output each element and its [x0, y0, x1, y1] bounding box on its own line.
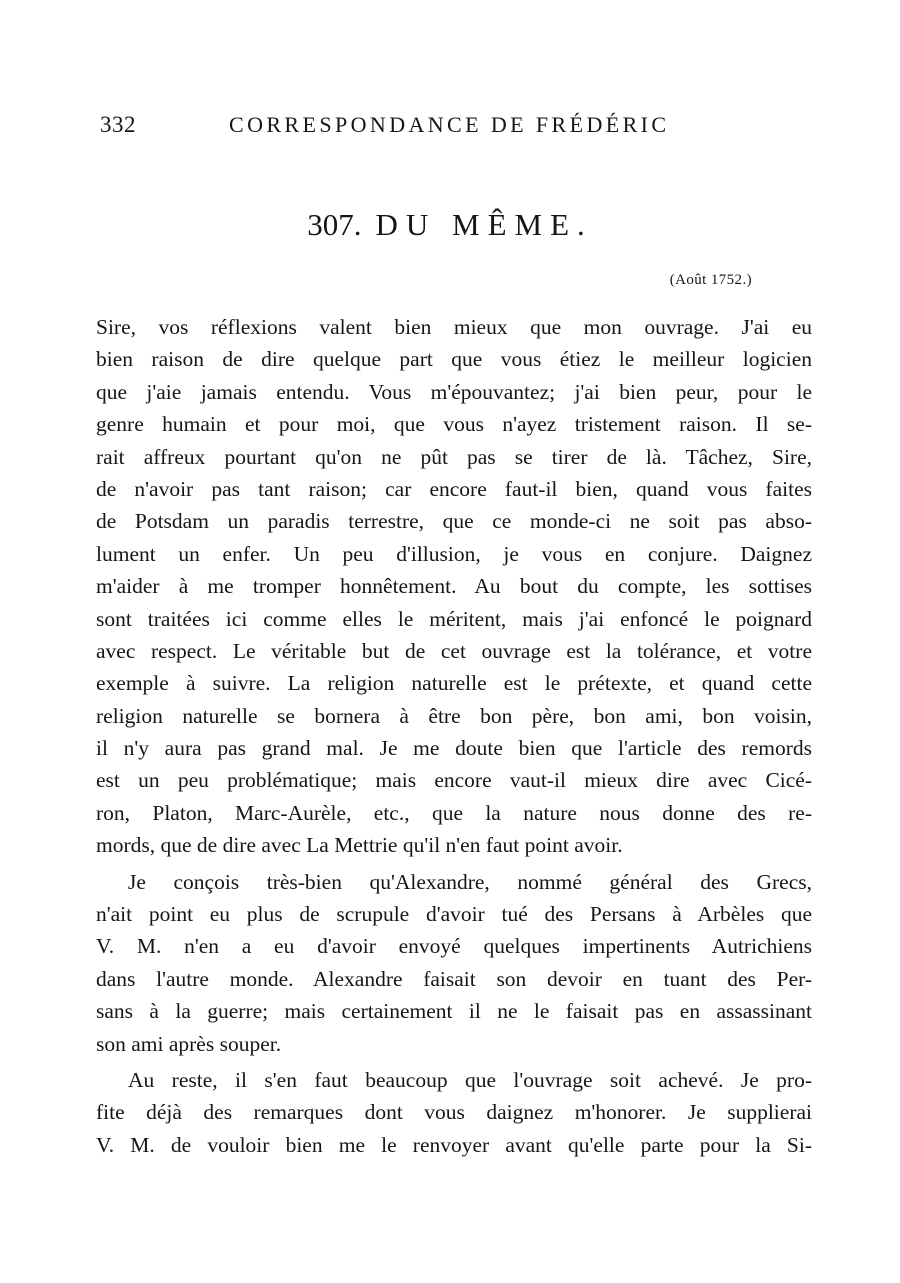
letter-body — [96, 311, 812, 1161]
paragraph — [96, 311, 812, 862]
text-line: lument un enfer. Un peu d'illusion, je vous en conjure. Daignez — [96, 541, 812, 566]
text-line: V. M. n'en a eu d'avoir envoyé quelques impertinents Autrichiens — [96, 934, 812, 959]
text-line: dans l'autre monde. Alexandre faisait son devoir en tuant des Per- — [96, 966, 812, 991]
text-line: n'ait point eu plus de scrupule d'avoir tué des Persans à Arbèles que — [96, 902, 812, 927]
page-number: 332 — [100, 112, 136, 137]
text-line: fite déjà des remarques dont vous daignez m'honorer. Je supplierai — [96, 1100, 812, 1125]
text-line: ron, Platon, Marc-Aurèle, etc., que la nature nous donne des re- — [96, 800, 812, 825]
letter-date: (Août 1752.) — [669, 272, 752, 288]
text-line: que j'aie jamais entendu. Vous m'épouvantez; j'ai bien peur, pour le — [96, 379, 812, 404]
letter-title: DU MÊME. — [375, 207, 593, 242]
text-line: bien raison de dire quelque part que vous étiez le meilleur logicien — [96, 347, 812, 372]
text-line: avec respect. Le véritable but de cet ouvrage est la tolérance, et votre — [96, 638, 812, 663]
text-line: Au reste, il s'en faut beaucoup que l'ouvrage soit achevé. Je pro- — [128, 1067, 812, 1092]
text-line: de n'avoir pas tant raison; car encore faut-il bien, quand vous faites — [96, 476, 812, 501]
running-head — [100, 112, 700, 142]
text-line: sont traitées ici comme elles le méritent, mais j'ai enfoncé le poignard — [96, 606, 812, 631]
text-line: m'aider à me tromper honnêtement. Au bout du compte, les sottises — [96, 574, 812, 599]
paragraph — [96, 1064, 812, 1161]
letter-number: 307. — [307, 207, 362, 242]
text-line: est un peu problématique; mais encore vaut-il mieux dire avec Cicé- — [96, 768, 812, 793]
text-line: exemple à suivre. La religion naturelle est le prétexte, et quand cette — [96, 671, 812, 696]
text-line: Je conçois très-bien qu'Alexandre, nommé général des Grecs, — [128, 869, 812, 894]
text-line: religion naturelle se bornera à être bon père, bon ami, bon voisin, — [96, 703, 812, 728]
text-line: V. M. de vouloir bien me le renvoyer avant qu'elle parte pour la Si- — [96, 1132, 812, 1157]
paragraph — [96, 866, 812, 1060]
text-line: mords, que de dire avec La Mettrie qu'il n'en faut point avoir. — [96, 833, 623, 858]
text-line: son ami après souper. — [96, 1031, 282, 1056]
running-title: CORRESPONDANCE DE FRÉDÉRIC — [229, 112, 670, 137]
text-line: sans à la guerre; mais certainement il ne le faisait pas en assassinant — [96, 999, 812, 1024]
letter-heading — [0, 207, 900, 243]
text-line: rait affreux pourtant qu'on ne pût pas se tirer de là. Tâchez, Sire, — [96, 444, 812, 469]
text-line: genre humain et pour moi, que vous n'ayez tristement raison. Il se- — [96, 412, 812, 437]
text-line: de Potsdam un paradis terrestre, que ce monde-ci ne soit pas abso- — [96, 509, 812, 534]
text-line: Sire, vos réflexions valent bien mieux que mon ouvrage. J'ai eu — [96, 315, 812, 339]
text-line: il n'y aura pas grand mal. Je me doute bien que l'article des remords — [96, 736, 812, 761]
